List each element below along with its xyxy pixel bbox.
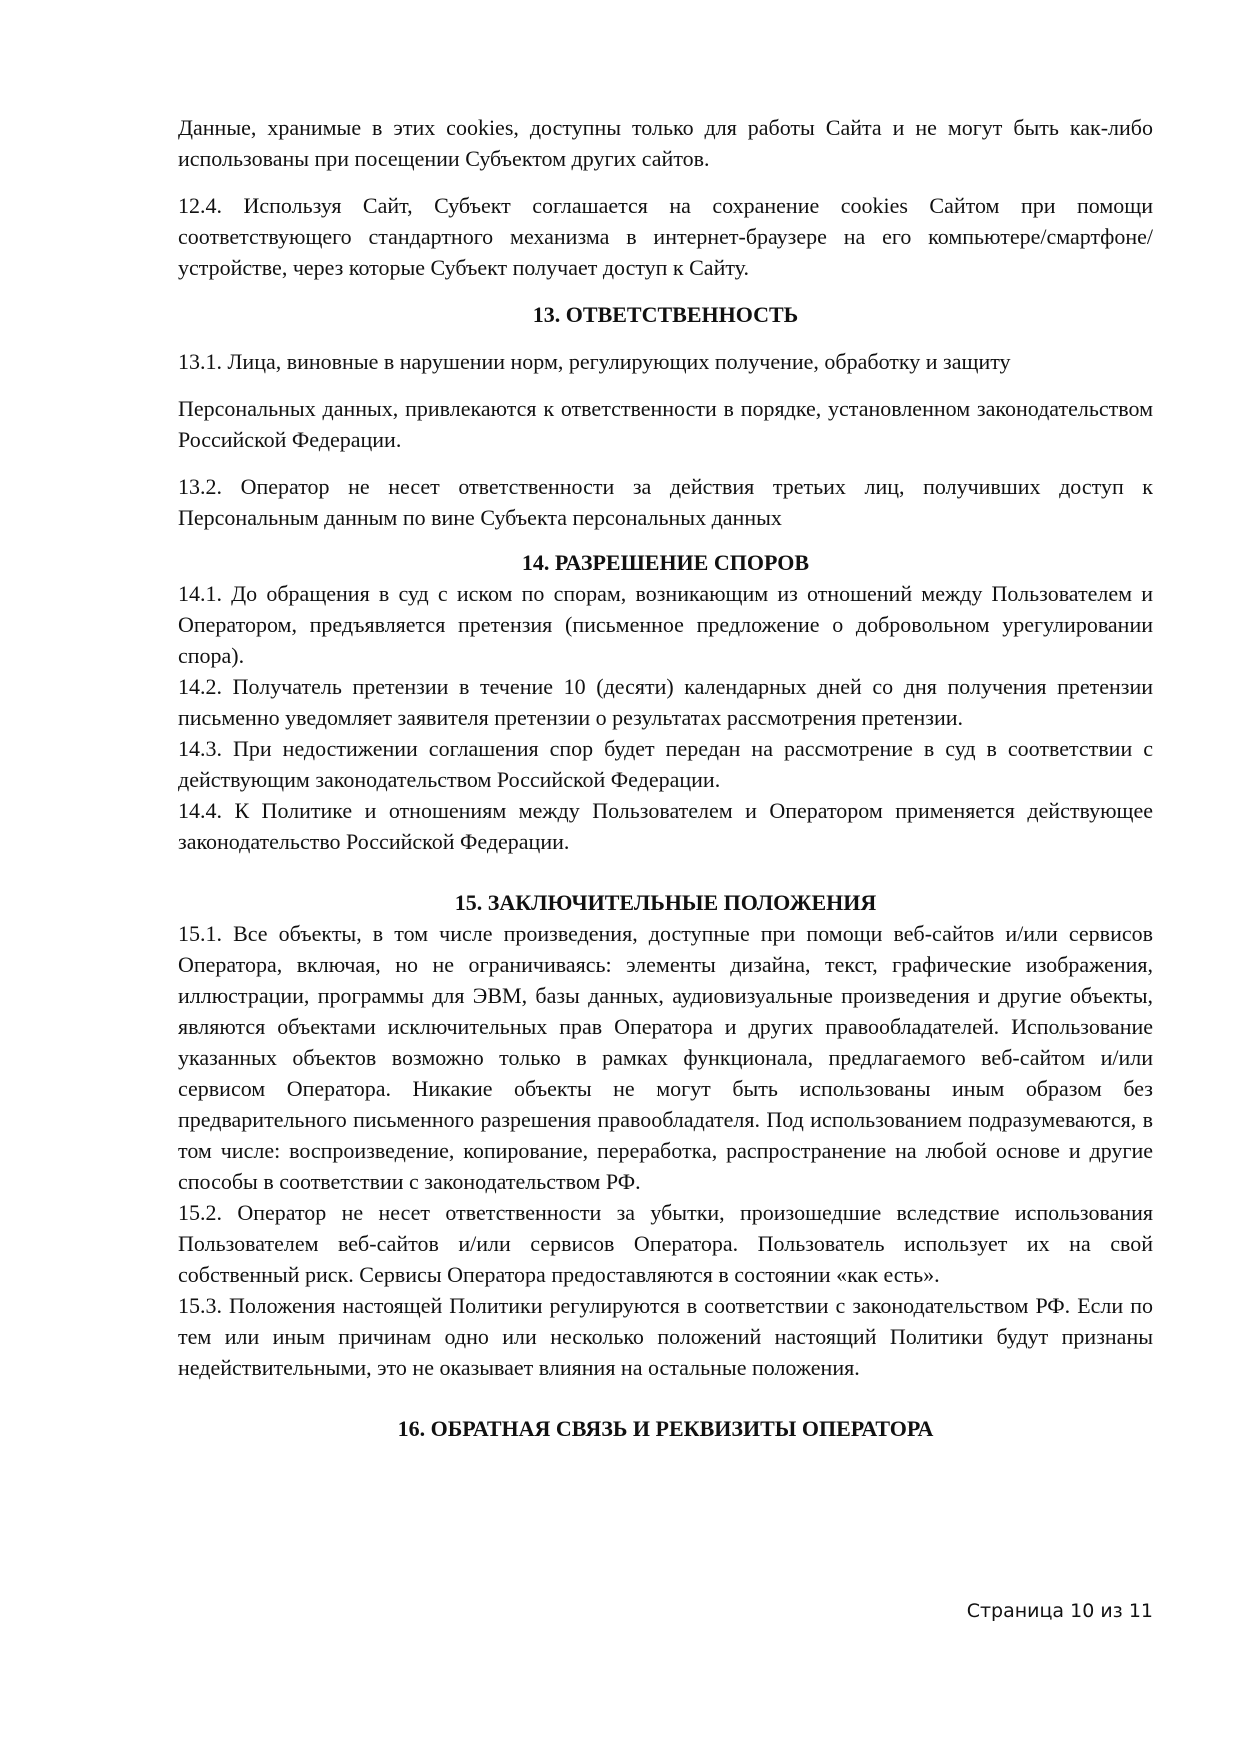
paragraph-15-2: 15.2. Оператор не несет ответственности за убытки, произошедшие вследствие использования Пользователем веб-сайтов и/или сервисов Оператора. Пользователь использует их на свой собственный риск. Сервисы Оператора предоставляются в состоянии «как есть». [178,1200,1153,1287]
paragraph-12-4: 12.4. Используя Сайт, Субъект соглашается на сохранение cookies Сайтом при помощи соответствующего стандартного механизма в интернет-браузере на его компьютере/смартфоне/устройстве, через которые Субъект получает доступ к Сайту. [178,193,1153,280]
paragraph-15-1: 15.1. Все объекты, в том числе произведения, доступные при помощи веб-сайтов и/или сервисов Оператора, включая, но не ограничиваясь: элементы дизайна, текст, графические изображения, иллюстрации, программы для ЭВМ, базы данных, аудиовизуальные произведения и другие объекты, являются объектами исключительных прав Оператора и других правообладателей. Использование указанных объектов возможно только в рамках функционала, предлагаемого веб-сайтом и/или сервисом Оператора. Никакие объекты не могут быть использованы иным образом без предварительного письменного разрешения правообладателя. Под использованием подразумеваются, в том числе: воспроизведение, копирование, переработка, распространение на любой основе и другие способы в соответствии с законодательством РФ. [178,921,1153,1194]
section-heading-13: 13. ОТВЕТСТВЕННОСТЬ [532,302,799,327]
paragraph-13-1b: Персональных данных, привлекаются к ответственности в порядке, установленном законодательством Российской Федерации. [178,396,1153,452]
paragraph-14-1: 14.1. До обращения в суд с иском по спорам, возникающим из отношений между Пользователем и Оператором, предъявляется претензия (письменное предложение о добровольном урегулировании спора). [178,581,1153,668]
paragraph-14-4: 14.4. К Политике и отношениям между Пользователем и Оператором применяется действующее законодательство Российской Федерации. [178,798,1153,854]
document-page [178,112,1153,1444]
paragraph-14-2: 14.2. Получатель претензии в течение 10 (десяти) календарных дней со дня получения претензии письменно уведомляет заявителя претензии о результатах рассмотрения претензии. [178,674,1153,730]
section-heading-16: 16. ОБРАТНАЯ СВЯЗЬ И РЕКВИЗИТЫ ОПЕРАТОРА [397,1416,934,1441]
section-heading-14: 14. РАЗРЕШЕНИЕ СПОРОВ [521,550,810,575]
section-heading-15: 15. ЗАКЛЮЧИТЕЛЬНЫЕ ПОЛОЖЕНИЯ [454,890,877,915]
paragraph-14-3: 14.3. При недостижении соглашения спор будет передан на рассмотрение в суд в соответствии с действующим законодательством Российской Федерации. [178,736,1153,792]
page-number: Страница 10 из 11 [966,1600,1153,1622]
paragraph-13-2: 13.2. Оператор не несет ответственности за действия третьих лиц, получивших доступ к Персональным данным по вине Субъекта персональных данных [178,474,1153,530]
paragraph-cookies-continued: Данные, хранимые в этих cookies, доступны только для работы Сайта и не могут быть как-либо использованы при посещении Субъектом других сайтов. [178,115,1153,171]
paragraph-13-1a: 13.1. Лица, виновные в нарушении норм, регулирующих получение, обработку и защиту [178,349,1011,374]
paragraph-15-3: 15.3. Положения настоящей Политики регулируются в соответствии с законодательством РФ. Если по тем или иным причинам одно или несколько положений настоящий Политики будут признаны недействительными, это не оказывает влияния на остальные положения. [178,1293,1153,1380]
